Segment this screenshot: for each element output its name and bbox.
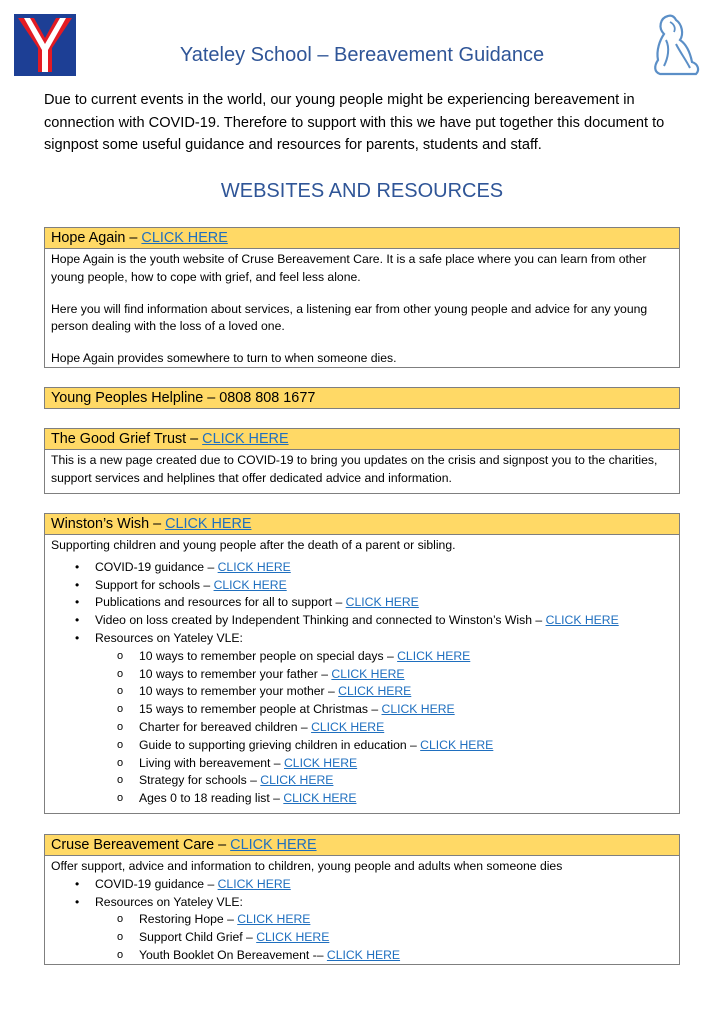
cruse-body [45,856,679,969]
cruse-link[interactable]: CLICK HERE [230,837,317,853]
winstons-wish-title: Winston’s Wish – [51,516,166,532]
vle-link[interactable]: CLICK HERE [311,719,385,734]
vle-link[interactable]: CLICK HERE [283,791,357,806]
section-heading: WEBSITES AND RESOURCES [220,180,504,202]
list-item-text: Publications and resources for all to support – [95,595,346,610]
winstons-wish-list [51,559,673,808]
sublist-item [95,701,673,719]
cruse-box [44,834,680,965]
sublist-item [95,947,673,965]
vle-link[interactable]: CLICK HERE [260,773,334,788]
vle-label: Resources on Yateley VLE: [95,894,243,909]
sublist-item-text: 10 ways to remember people on special days – [139,648,398,663]
hope-again-title: Hope Again – [51,230,142,246]
list-item [51,594,673,612]
sublist-item-text: 10 ways to remember your father – [139,666,332,681]
list-item [51,577,673,595]
cruse-list [51,876,673,965]
list-item [51,876,673,894]
intro-paragraph: Due to current events in the world, our young people might be experiencing bereavement in connection with COVID-19. Therefore to support with this we have put together this document to signpost some useful guidance and resources for parents, students and staff. [44,92,665,153]
sublist-item [95,929,673,947]
list-item [51,894,673,965]
sublist-item [95,666,673,684]
sublist-item [95,755,673,773]
list-item [51,630,673,808]
vle-sublist [95,911,673,964]
sublist-item [95,772,673,790]
vle-link[interactable]: CLICK HERE [237,912,311,927]
sublist-item-text: Restoring Hope – [139,912,238,927]
vle-link[interactable]: CLICK HERE [420,737,494,752]
cruse-header [45,835,679,856]
list-item [51,559,673,577]
helpline-title: Young Peoples Helpline – 0808 808 1677 [45,388,679,408]
cruse-title: Cruse Bereavement Care – [51,837,231,853]
sublist-item-text: Support Child Grief – [139,930,257,945]
vle-sublist [95,648,673,808]
list-item-text: COVID-19 guidance – [95,559,218,574]
hope-again-paragraph: Hope Again provides somewhere to turn to when someone dies. [51,351,397,366]
hope-again-paragraph: Here you will find information about services, a listening ear from other young people and advice for any young person dealing with the loss of a loved one. [51,301,648,334]
sublist-item [95,737,673,755]
vle-link[interactable]: CLICK HERE [283,755,358,770]
support-schools-link[interactable]: CLICK HERE [213,577,287,592]
good-grief-paragraph: This is a new page created due to COVID-19 to bring you updates on the crisis and signpost you to the charities, support services and helplines that offer dedicated advice and information. [51,453,658,485]
sublist-item-text: 15 ways to remember people at Christmas – [139,702,382,717]
list-item-text: Video on loss created by Independent Thinking and connected to Winston’s Wish – [95,613,546,628]
sublist-item [95,683,673,701]
publications-link[interactable]: CLICK HERE [345,595,419,610]
page-title: Yateley School – Bereavement Guidance [179,44,545,66]
hope-again-body [45,249,679,372]
good-grief-box [44,428,680,494]
winstons-wish-header [45,514,679,535]
list-item [51,612,673,630]
good-grief-title: The Good Grief Trust – [51,431,203,447]
list-item-text: COVID-19 guidance – [95,876,218,891]
winstons-wish-box [44,513,680,814]
sublist-item [95,648,673,666]
covid-guidance-link[interactable]: CLICK HERE [217,559,291,574]
sublist-item-text: Living with bereavement – [139,755,284,770]
sublist-item-text: 10 ways to remember your mother – [139,684,339,699]
winstons-wish-intro: Supporting children and young people after the death of a parent or sibling. [51,538,456,552]
helpline-box [44,387,680,409]
hope-again-link[interactable]: CLICK HERE [141,230,228,246]
sublist-item [95,719,673,737]
cruse-intro: Offer support, advice and information to children, young people and adults when someone dies [51,859,563,873]
video-loss-link[interactable]: CLICK HERE [545,613,619,628]
sublist-item-text: Ages 0 to 18 reading list – [139,791,284,806]
sublist-item-text: Youth Booklet On Bereavement -– [139,947,327,962]
hope-again-paragraph: Hope Again is the youth website of Cruse Bereavement Care. It is a safe place where you can learn from other young people, how to cope with grief, and feel less alone. [51,252,647,284]
vle-link[interactable]: CLICK HERE [338,684,412,699]
list-item-text: Support for schools – [95,577,214,592]
vle-link[interactable]: CLICK HERE [397,648,471,663]
good-grief-link[interactable]: CLICK HERE [202,431,289,447]
winstons-wish-link[interactable]: CLICK HERE [165,516,252,532]
hope-again-box [44,227,680,368]
covid-guidance-link[interactable]: CLICK HERE [217,876,291,891]
vle-link[interactable]: CLICK HERE [381,702,455,717]
sublist-item [95,911,673,929]
sublist-item [95,790,673,808]
vle-link[interactable]: CLICK HERE [256,930,330,945]
vle-label: Resources on Yateley VLE: [95,630,243,645]
sublist-item-text: Charter for bereaved children – [139,719,312,734]
vle-link[interactable]: CLICK HERE [331,666,405,681]
winstons-wish-body [45,535,679,812]
sublist-item-text: Strategy for schools – [139,773,261,788]
sublist-item-text: Guide to supporting grieving children in education – [139,737,421,752]
vle-link[interactable]: CLICK HERE [326,947,401,962]
hope-again-header [45,228,679,249]
good-grief-header [45,429,679,450]
good-grief-body [45,450,679,492]
